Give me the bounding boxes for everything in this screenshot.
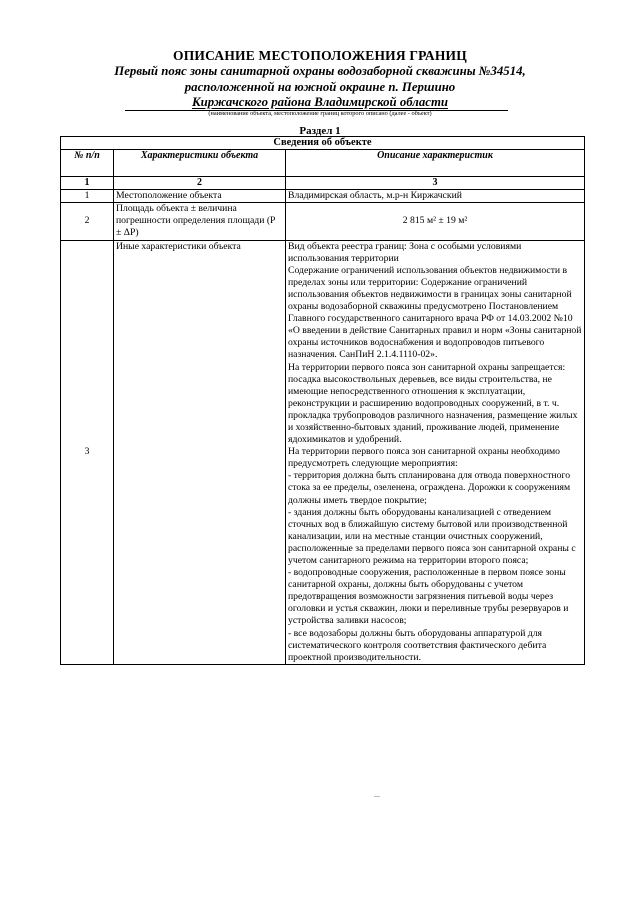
row-characteristic: Местоположение объекта [114, 190, 286, 203]
description-paragraph: - территория должна быть спланирована для отвода поверхностного стока за ее пределы, озеленена, ограждена. Дорожки к сооружениям должны иметь твердое покрытие; [288, 470, 571, 506]
table-row [61, 240, 585, 664]
row-number: 1 [61, 190, 114, 203]
row-description [286, 240, 585, 664]
scan-mark [374, 796, 380, 800]
table-caption: Сведения об объекте [61, 137, 585, 150]
description-paragraph: - здания должны быть оборудованы канализацией с отведением сточных вод в ближайшую систему бытовой или производственной канализации, или на местные станции очистных сооружений, расположенные за пределами первого пояса зон санитарной охраны с учетом санитарного режима на территории второго пояса; [288, 506, 576, 566]
table-row [61, 190, 585, 203]
document-title: ОПИСАНИЕ МЕСТОПОЛОЖЕНИЯ ГРАНИЦ [173, 48, 467, 63]
object-info-table [60, 136, 585, 665]
column-number: 3 [286, 177, 585, 190]
table-row [61, 203, 585, 240]
row-number: 2 [61, 203, 114, 240]
object-name-line-3: Киржачского района Владимирской области [191, 95, 449, 109]
row-description: 2 815 м² ± 19 м² [286, 203, 585, 240]
column-number: 2 [114, 177, 286, 190]
column-number: 1 [61, 177, 114, 190]
description-paragraph: - все водозаборы должны быть оборудованы аппаратурой для систематического контроля соответствия фактического дебита проектной производительности. [288, 627, 547, 663]
header-characteristics: Характеристики объекта [114, 150, 286, 177]
object-note: (наименование объекта, местоположение границ которого описано (далее - объект) [208, 110, 432, 117]
header-number: № п/п [61, 150, 114, 177]
description-paragraph: - водопроводные сооружения, расположенные в первом поясе зоны санитарной охраны, должны быть оборудованы с учетом предотвращения возможности загрязнения питьевой воды через оголовки и устья скважин, люки и переливные трубы резервуаров и устройства заливки насосов; [288, 567, 569, 627]
object-name-line-1: Первый пояс зоны санитарной охраны водозаборной скважины №34514, [114, 64, 526, 78]
column-number-row [61, 177, 585, 190]
object-name-line-2: расположенной на южной окраине п. Першино [184, 80, 456, 94]
row-description: Владимирская область, м.р-н Киржачский [286, 190, 585, 203]
row-characteristic: Иные характеристики объекта [114, 240, 286, 664]
description-paragraph: Содержание ограничений использования объектов недвижимости в пределах зоны или территории: Содержание ограничений использования объектов недвижимости в границах зоны санитарной охраны водозаборной скважины предусмотрено Постановлением Главного государственного санитарного врача РФ от 14.03.2002 №10 «О введении в действие Санитарных правил и норм «Зоны санитарной охраны источников водоснабжения и водопроводов питьевого назначения. СанПиН 2.1.4.1110-02». [288, 264, 582, 361]
description-paragraph: На территории первого пояса зон санитарной охраны запрещается: посадка высокоствольных деревьев, все виды строительства, не имеющие непосредственного отношения к эксплуатации, реконструкции и расширению водопроводных сооружений, в т. ч. прокладка трубопроводов различного назначения, размещение жилых и хозяйственно-бытовых зданий, проживание людей, применение ядохимикатов и удобрений. [288, 361, 578, 446]
header-description: Описание характеристик [286, 150, 585, 177]
table-caption-row [61, 137, 585, 150]
description-paragraph: Вид объекта реестра границ: Зона с особыми условиями использования территории [288, 240, 522, 264]
section-label: Раздел 1 [299, 125, 341, 137]
description-paragraph: На территории первого пояса зон санитарной охраны необходимо предусмотреть следующие мероприятия: [288, 446, 560, 470]
table-header-row [61, 150, 585, 177]
row-characteristic: Площадь объекта ± величина погрешности определения площади (Р ± ΔР) [114, 203, 286, 240]
row-number: 3 [61, 240, 114, 664]
